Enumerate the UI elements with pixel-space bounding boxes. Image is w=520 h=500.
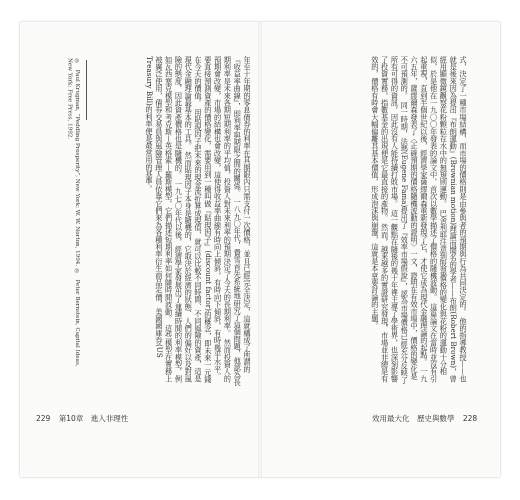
left-page-body: 年至十年期的零息債券的利率在其期限內只需支付一次價格，並且已經完全決定，這就構成了所謂的『收益率曲線』，即利率與期限之間的關係。 一八九〇年代，費雪首先系統地研究了這個問題，他認為長期利率是未來各期短期利率的平均值，投資人對未來利率的預期決定了今天的長期利率。 然而投資人的預期會改變，市場的結構也會改變，這使得收益率曲線有時向上傾斜，有時向下傾斜，有時幾乎水平。 要直接預測資產的價格變化，需要用到一種叫做『貼現因子』(discount factor)的概念，即未來一元錢在今天的價值。 用貼現因子把未來的現金流折算成現值，就可以比較不同時間、不同風險的資產，這是現代金融理論最基本的工具。 然而貼現因子本身是隨機的，它取決於經濟的狀態、人們的偏好以及對風險的態度，因此資產價格也是隨機的。 一九七〇年代以後，經濟學家發展出了連續時間的利率模型，例如瓦西塞克模型和考克斯—英格索—羅斯模型，它們描述短期利率如何隨時間波動。 這些模型在實務上被廣泛使用，債券交易員與風險管理人員依靠它們來為各種利率衍生商品定價，美國國庫券(US Treasury Bill)的利率便是最常用的基準。	[145, 56, 252, 386]
left-page-number: 229	[36, 414, 51, 423]
right-page-footer	[372, 413, 483, 424]
right-page-running-head: 效用最大化 歷史與數學	[372, 414, 455, 423]
right-page-body: 式，決定了一種市場結構，而市場的價格則是由參與者的預期與行為共同決定的。 他的指導教授——也就是後來因為提出『布朗運動』(Brownian motion)理論而聞名的學者——布朗(Robert Brown)，曾經用顯微鏡觀察花粉顆粒在水中的無規則運動。 巴舍利耶注意到股票價格的變化與花粉的運動十分相似，於是他在一九〇〇年發表的論文中，首次以數學描述了價格的隨機波動。 這篇論文在當時並沒有引起重視，直到半個世紀以後，經濟學家薩繆爾森重新發現了它，才使它成為現代金融理論的起點。 一九六五年，薩繆爾森發表了〈正確預期的價格隨機波動的證明〉一文，證明在有效市場中，價格的變化是不可預測的。 同一時期，法瑪(Eugene Fama)提出了『效率市場假說』，認為市場價格已經充分反映了所有可得的資訊，因此沒有人能持續打敗市場。 這一觀點在隨後的幾十年裡主導了學術界，也深刻影響了投資實務，指數基金的出現便是它最直接的產物。 然而，越來越多的實證研究發現，市場並非總是有效的，價格有時會大幅偏離其基本價值，形成泡沫與崩盤，這就是本章要討論的主題。	[370, 56, 468, 384]
left-page-footer	[36, 413, 134, 424]
book-gutter	[258, 22, 262, 477]
left-page-footnotes: ◎ Paul Krugman, “Peddling Prosperity”, New York: W. W. Norton, 1994. ◎ Peter Bernstein, Capital Ideas, New York: Free Press, 1992.	[66, 58, 80, 367]
right-page-number: 228	[462, 414, 478, 423]
footnote-divider	[86, 60, 87, 120]
left-page-running-head: 第10章 進入非理性	[58, 414, 129, 423]
